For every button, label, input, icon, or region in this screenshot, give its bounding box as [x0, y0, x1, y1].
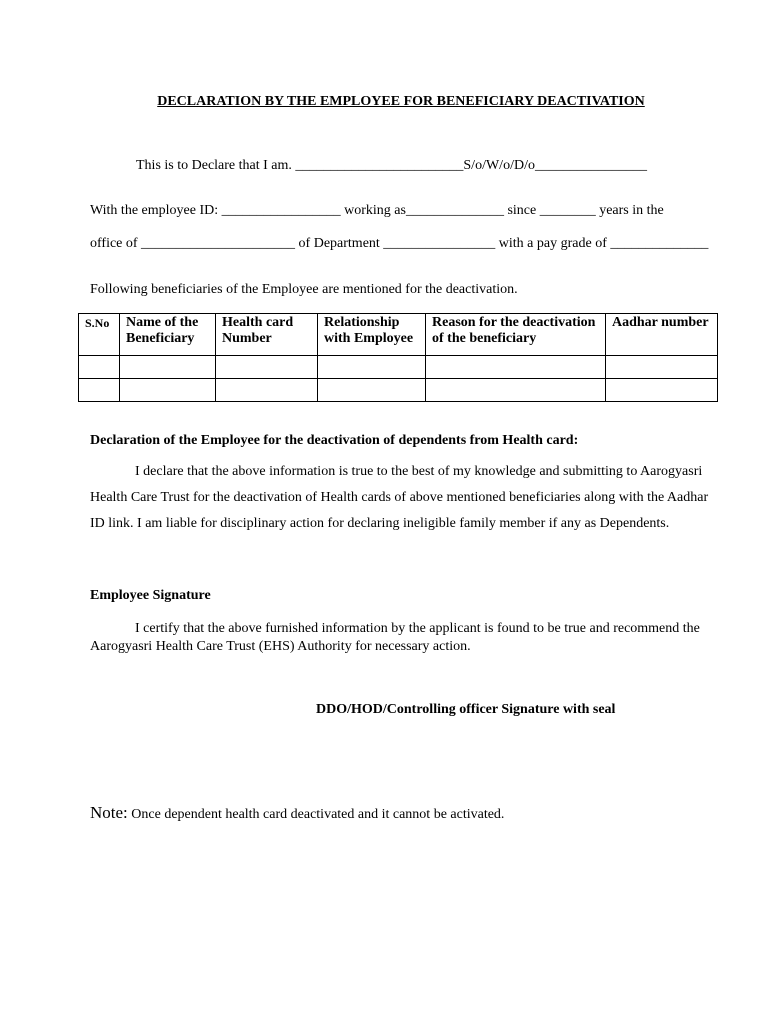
header-reason — [426, 314, 606, 356]
header-health-card — [216, 314, 318, 356]
header-health-card-line1: Health card — [222, 315, 294, 330]
declare-line: This is to Declare that I am. ________________________S/o/W/o/D/o________________ — [136, 158, 647, 173]
table-cell[interactable] — [606, 356, 718, 379]
table-cell[interactable] — [216, 356, 318, 379]
document-title: DECLARATION BY THE EMPLOYEE FOR BENEFICIARY DEACTIVATION — [157, 94, 645, 109]
header-reason-line1: Reason for the deactivation — [432, 315, 596, 330]
table-cell[interactable] — [79, 379, 120, 402]
beneficiary-table — [78, 313, 718, 402]
table-cell[interactable] — [120, 379, 216, 402]
declaration-heading: Declaration of the Employee for the deactivation of dependents from Health card: — [90, 433, 579, 448]
beneficiaries-intro: Following beneficiaries of the Employee are mentioned for the deactivation. — [90, 282, 518, 297]
header-relationship-line1: Relationship — [324, 315, 400, 330]
header-aadhar: Aadhar number — [606, 314, 718, 356]
table-cell[interactable] — [426, 356, 606, 379]
table-row — [79, 356, 718, 379]
header-name-line1: Name of the — [126, 315, 199, 330]
header-name-line2: Beneficiary — [126, 331, 195, 346]
table-cell[interactable] — [120, 356, 216, 379]
header-name — [120, 314, 216, 356]
note-label: Note: — [90, 803, 128, 822]
header-health-card-line2: Number — [222, 331, 272, 346]
declaration-text: I declare that the above information is true to the best of my knowledge and submitting to Aarogyasri Health Care Trust for the deactivation of Health cards of above mentioned beneficiaries along with the Aadhar ID link. I am liable for disciplinary action for declaring ineligible family member if any as Dependents. — [90, 464, 709, 531]
note — [90, 803, 504, 823]
header-sno: S.No — [79, 314, 120, 356]
header-reason-line2: of the beneficiary — [432, 331, 537, 346]
officer-signature-label: DDO/HOD/Controlling officer Signature with seal — [316, 702, 616, 717]
office-line: office of ______________________ of Department ________________ with a pay grade of ______________ — [90, 236, 709, 251]
header-relationship — [318, 314, 426, 356]
table-cell[interactable] — [216, 379, 318, 402]
employee-id-line: With the employee ID: _________________ working as______________ since ________ years in the — [90, 203, 664, 218]
table-cell[interactable] — [606, 379, 718, 402]
certify-text: I certify that the above furnished information by the applicant is found to be true and recommend the Aarogyasri Health Care Trust (EHS) Authority for necessary action. — [90, 621, 700, 654]
header-relationship-line2: with Employee — [324, 331, 414, 346]
table-row — [79, 379, 718, 402]
table-cell[interactable] — [318, 356, 426, 379]
table-header-row — [79, 314, 718, 356]
note-text: Once dependent health card deactivated and it cannot be activated. — [127, 807, 505, 822]
table-cell[interactable] — [79, 356, 120, 379]
table-cell[interactable] — [426, 379, 606, 402]
table-cell[interactable] — [318, 379, 426, 402]
employee-signature-label: Employee Signature — [90, 588, 211, 603]
